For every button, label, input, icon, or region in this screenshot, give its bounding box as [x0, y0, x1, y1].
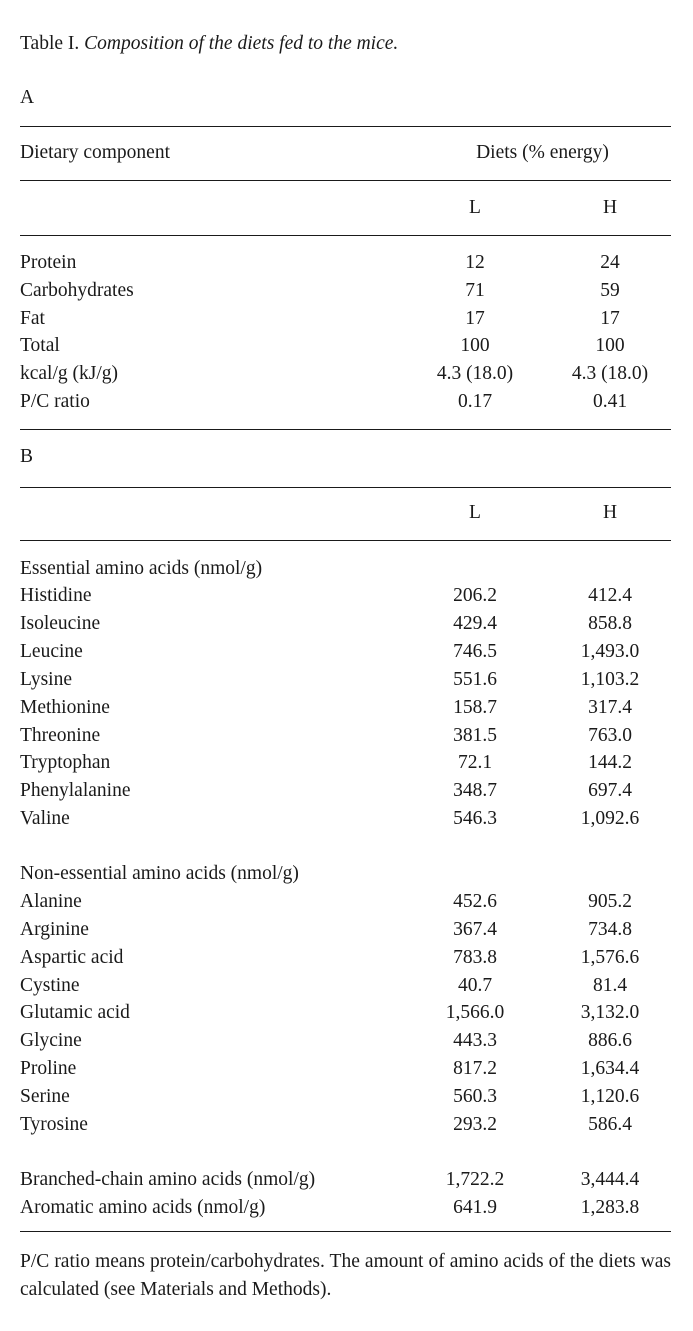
value-H: 100: [595, 335, 625, 356]
table-row: [20, 249, 671, 277]
row-label: Cystine: [20, 975, 80, 996]
value-L: 367.4: [453, 919, 497, 940]
value-L: 546.3: [453, 808, 497, 829]
column-header-H: H: [602, 502, 618, 523]
table-row: [20, 749, 671, 777]
value-L: 348.7: [453, 780, 497, 801]
column-header-diets: Diets (% energy): [476, 142, 609, 163]
table-row: [20, 722, 671, 750]
row-label: Fat: [20, 308, 45, 329]
table-row: [20, 999, 671, 1027]
value-H: 17: [600, 308, 620, 329]
value-L: 17: [465, 308, 485, 329]
value-H: 858.8: [588, 613, 632, 634]
rule-subheader-b: [20, 540, 671, 541]
value-H: 1,634.4: [580, 1058, 640, 1079]
value-L: 158.7: [453, 697, 497, 718]
row-label: Phenylalanine: [20, 780, 131, 801]
row-label: Arginine: [20, 919, 89, 940]
row-label: Total: [20, 335, 60, 356]
value-L: 429.4: [453, 613, 497, 634]
table-row: [20, 332, 671, 360]
value-L: 0.17: [457, 391, 493, 412]
value-L: 206.2: [453, 585, 497, 606]
row-label: Methionine: [20, 697, 110, 718]
row-label: Branched-chain amino acids (nmol/g): [20, 1169, 316, 1190]
table-row: [20, 610, 671, 638]
value-L: 381.5: [453, 725, 497, 746]
table-row-summary: [20, 1194, 671, 1222]
section-a-header: [20, 139, 671, 167]
value-H: 24: [600, 252, 620, 273]
caption-number: Table I.: [20, 33, 80, 54]
table-row: [20, 1111, 671, 1139]
value-L: 817.2: [453, 1058, 497, 1079]
value-H: 144.2: [588, 752, 632, 773]
row-label: Proline: [20, 1058, 77, 1079]
value-H: 3,444.4: [580, 1169, 640, 1190]
table-row: [20, 888, 671, 916]
table-caption: [20, 30, 398, 58]
row-label: Isoleucine: [20, 613, 101, 634]
table-row: [20, 972, 671, 1000]
row-label: Leucine: [20, 641, 83, 662]
row-label: Valine: [20, 808, 70, 829]
row-label: Lysine: [20, 669, 72, 690]
table-row: [20, 1027, 671, 1055]
section-b-label: B: [20, 446, 34, 467]
row-label: Threonine: [20, 725, 101, 746]
value-H: 4.3 (18.0): [571, 363, 649, 384]
group-heading-essential: Essential amino acids (nmol/g): [20, 558, 263, 579]
row-label: Glutamic acid: [20, 1002, 130, 1023]
value-L: 560.3: [453, 1086, 497, 1107]
section-b-subheader: [20, 499, 671, 527]
table-row-summary: [20, 1166, 671, 1194]
table-row: [20, 360, 671, 388]
value-H: 1,092.6: [580, 808, 640, 829]
value-L: 746.5: [453, 641, 497, 662]
rule-bottom-b: [20, 1231, 671, 1232]
rule-top-a: [20, 126, 671, 127]
table-row: [20, 388, 671, 416]
value-L: 443.3: [453, 1030, 497, 1051]
value-H: 905.2: [588, 891, 632, 912]
value-H: 886.6: [588, 1030, 632, 1051]
row-label: Histidine: [20, 585, 92, 606]
section-a-subheader: [20, 194, 671, 222]
table-row: [20, 582, 671, 610]
row-label: Alanine: [20, 891, 82, 912]
value-L: 12: [465, 252, 485, 273]
value-H: 0.41: [592, 391, 628, 412]
row-label: Tyrosine: [20, 1114, 88, 1135]
table-row: [20, 694, 671, 722]
row-label: Glycine: [20, 1030, 82, 1051]
row-label: Carbohydrates: [20, 280, 134, 301]
value-H: 1,493.0: [580, 641, 640, 662]
rule-subheader-a: [20, 235, 671, 236]
value-L: 4.3 (18.0): [436, 363, 514, 384]
table-row: [20, 305, 671, 333]
row-label: kcal/g (kJ/g): [20, 363, 119, 384]
caption-title: Composition of the diets fed to the mice.: [84, 33, 399, 54]
column-header-component: Dietary component: [20, 142, 170, 163]
value-H: 412.4: [588, 585, 632, 606]
value-L: 551.6: [453, 669, 497, 690]
table-row: [20, 1083, 671, 1111]
row-label: Tryptophan: [20, 752, 111, 773]
table-row: [20, 666, 671, 694]
column-header-H: H: [602, 197, 618, 218]
value-H: 317.4: [588, 697, 632, 718]
value-H: 1,283.8: [580, 1197, 640, 1218]
table-row: [20, 777, 671, 805]
value-L: 100: [460, 335, 490, 356]
value-H: 697.4: [588, 780, 632, 801]
value-L: 293.2: [453, 1114, 497, 1135]
value-L: 1,722.2: [445, 1169, 505, 1190]
value-H: 734.8: [588, 919, 632, 940]
column-header-L: L: [469, 197, 481, 218]
rule-top-b: [20, 487, 671, 488]
column-header-L: L: [469, 502, 481, 523]
table-footnote: P/C ratio means protein/carbohydrates. The amount of amino acids of the diets was calculated (see Materials and Methods).: [20, 1251, 671, 1300]
value-H: 59: [600, 280, 620, 301]
value-H: 586.4: [588, 1114, 632, 1135]
table-row: [20, 277, 671, 305]
row-label: Aspartic acid: [20, 947, 124, 968]
value-H: 1,120.6: [580, 1086, 640, 1107]
value-H: 763.0: [588, 725, 632, 746]
value-L: 783.8: [453, 947, 497, 968]
row-label: Protein: [20, 252, 77, 273]
value-H: 1,103.2: [580, 669, 640, 690]
value-H: 81.4: [592, 975, 628, 996]
group-heading-nonessential: Non-essential amino acids (nmol/g): [20, 863, 299, 884]
value-L: 452.6: [453, 891, 497, 912]
value-L: 641.9: [453, 1197, 497, 1218]
table-row: [20, 1055, 671, 1083]
row-label: Aromatic amino acids (nmol/g): [20, 1197, 266, 1218]
row-label: P/C ratio: [20, 391, 90, 412]
table-row: [20, 805, 671, 833]
value-H: 3,132.0: [580, 1002, 640, 1023]
table-row: [20, 944, 671, 972]
value-L: 71: [465, 280, 485, 301]
table-row: [20, 916, 671, 944]
value-L: 1,566.0: [445, 1002, 505, 1023]
section-a-label: A: [20, 87, 35, 108]
value-L: 40.7: [457, 975, 493, 996]
rule-bottom-a: [20, 429, 671, 430]
table-row: [20, 638, 671, 666]
rule-header-a: [20, 180, 671, 181]
value-L: 72.1: [457, 752, 493, 773]
value-H: 1,576.6: [580, 947, 640, 968]
row-label: Serine: [20, 1086, 70, 1107]
